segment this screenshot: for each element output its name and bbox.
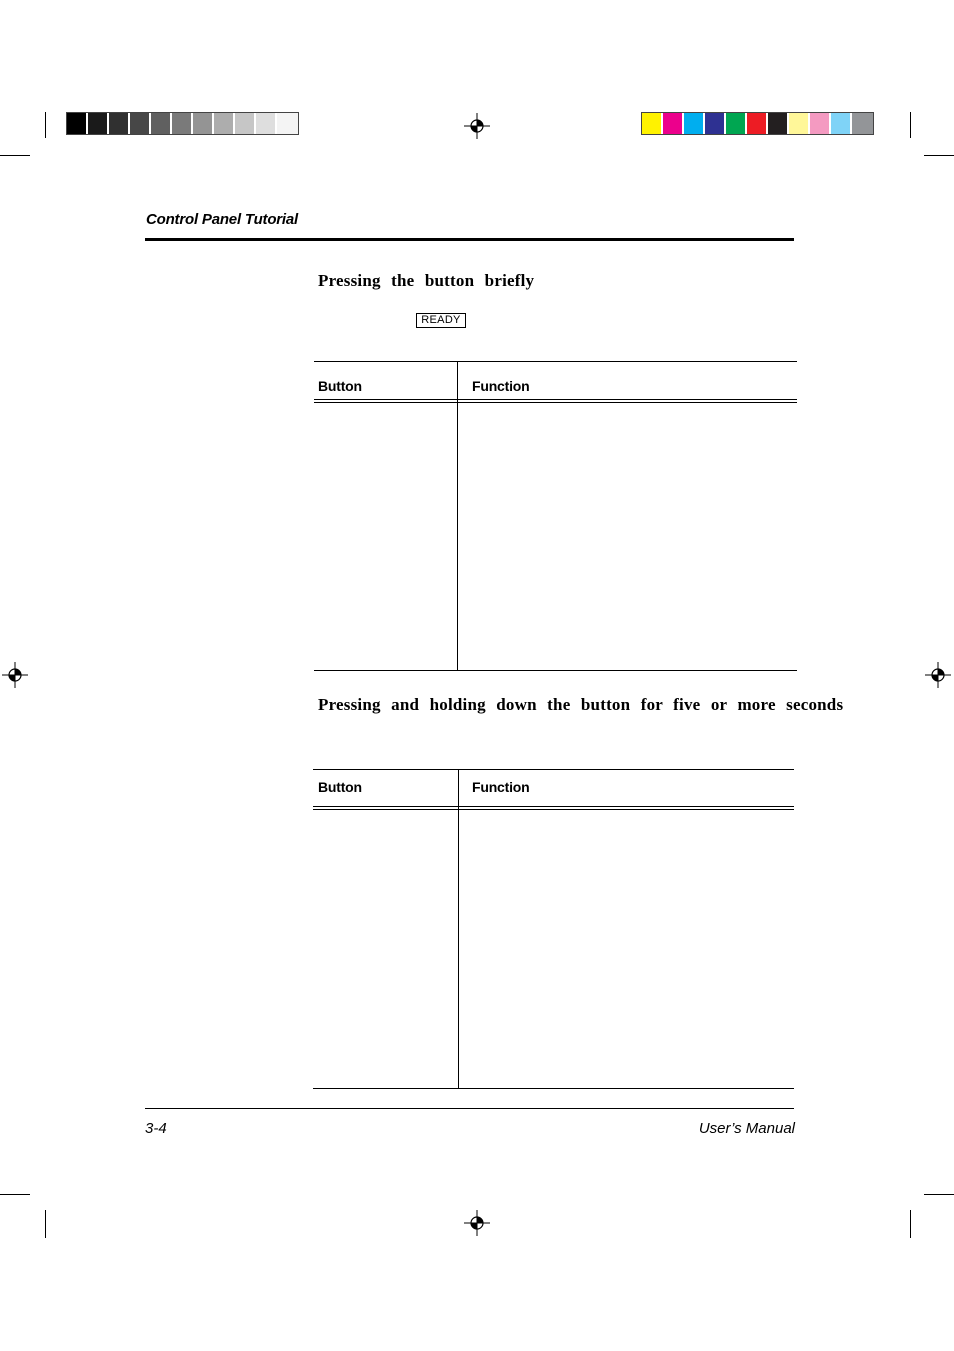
footer-rule xyxy=(145,1108,794,1109)
crop-mark xyxy=(45,112,46,138)
calibration-swatch xyxy=(67,113,88,134)
calibration-swatch xyxy=(831,113,852,134)
calibration-swatch xyxy=(256,113,277,134)
registration-mark-icon xyxy=(464,1210,490,1236)
crop-mark xyxy=(45,1210,46,1238)
manual-title: User’s Manual xyxy=(698,1120,795,1137)
table-header-rule xyxy=(314,399,797,400)
column-header-function: Function xyxy=(472,378,530,394)
calibration-swatch xyxy=(172,113,193,134)
ready-indicator-label: READY xyxy=(416,313,466,328)
table-bottom-rule xyxy=(314,670,797,671)
crop-mark xyxy=(0,155,30,156)
calibration-swatch xyxy=(235,113,256,134)
header-rule xyxy=(145,238,794,241)
crop-mark xyxy=(0,1194,30,1195)
crop-mark xyxy=(910,1210,911,1238)
table-bottom-rule xyxy=(313,1088,794,1089)
calibration-swatch xyxy=(852,113,873,134)
column-header-button: Button xyxy=(318,779,362,795)
crop-mark xyxy=(924,155,954,156)
color-calibration-bar xyxy=(641,112,874,135)
grayscale-calibration-bar xyxy=(66,112,299,135)
crop-mark xyxy=(924,1194,954,1195)
section-heading-brief-press: Pressing the button briefly xyxy=(318,271,535,290)
calibration-swatch xyxy=(88,113,109,134)
table-column-divider xyxy=(458,769,459,1088)
table-column-divider xyxy=(457,361,458,670)
table-header-rule xyxy=(313,809,794,810)
table-top-rule xyxy=(313,769,794,770)
calibration-swatch xyxy=(705,113,726,134)
calibration-swatch xyxy=(214,113,235,134)
calibration-swatch xyxy=(726,113,747,134)
section-heading-long-press: Pressing and holding down the button for five or more seconds xyxy=(318,695,844,714)
calibration-swatch xyxy=(109,113,130,134)
column-header-button: Button xyxy=(318,378,362,394)
calibration-swatch xyxy=(810,113,831,134)
running-header-title: Control Panel Tutorial xyxy=(146,211,299,228)
column-header-function: Function xyxy=(472,779,530,795)
registration-mark-icon xyxy=(925,662,951,688)
page-number: 3-4 xyxy=(145,1120,167,1137)
calibration-swatch xyxy=(130,113,151,134)
table-header-rule xyxy=(314,402,797,403)
table-top-rule xyxy=(314,361,797,362)
calibration-swatch xyxy=(642,113,663,134)
registration-mark-icon xyxy=(464,113,490,139)
calibration-swatch xyxy=(768,113,789,134)
calibration-swatch xyxy=(663,113,684,134)
table-header-rule xyxy=(313,806,794,807)
calibration-swatch xyxy=(277,113,298,134)
calibration-swatch xyxy=(789,113,810,134)
calibration-swatch xyxy=(193,113,214,134)
crop-mark xyxy=(910,112,911,138)
calibration-swatch xyxy=(684,113,705,134)
calibration-swatch xyxy=(747,113,768,134)
calibration-swatch xyxy=(151,113,172,134)
registration-mark-icon xyxy=(2,662,28,688)
